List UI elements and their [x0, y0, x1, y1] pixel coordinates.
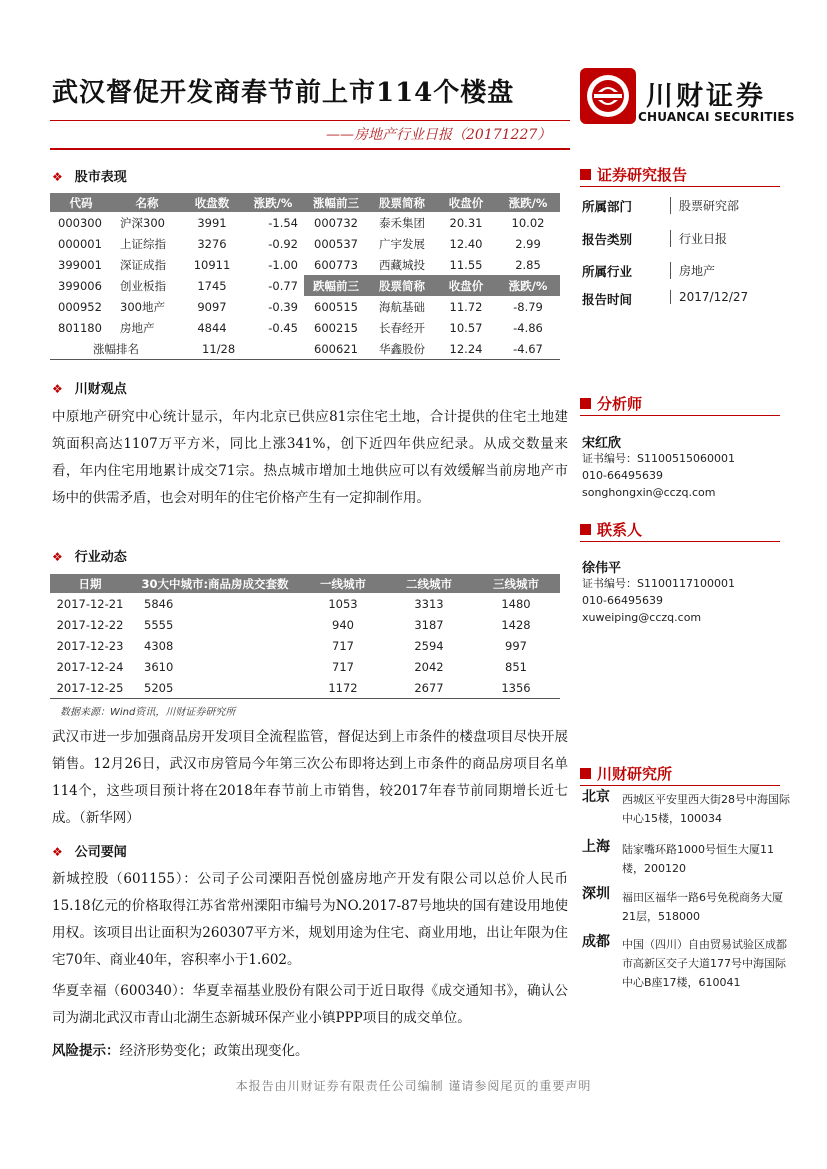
office-address-shanghai: 陆家嘴环路1000号恒生大厦11楼，200120	[622, 843, 774, 875]
analyst-email[interactable]: songhongxin@cczq.com	[582, 486, 716, 499]
cell: 广宇发展	[379, 236, 425, 251]
cell: 2017-12-21	[56, 596, 124, 611]
section-company	[52, 841, 127, 860]
col-date: 日期	[50, 574, 130, 593]
cell: 10911	[193, 257, 231, 272]
cell: 717	[332, 659, 354, 674]
report-subtitle: ——房地产行业日报（20171227）	[326, 127, 552, 143]
cell: 3991	[197, 215, 227, 230]
table-row	[50, 296, 560, 317]
col-tier1: 一线城市	[300, 574, 386, 593]
section-industry-title: 行业动态	[74, 550, 127, 565]
contact-email[interactable]: xuweiping@cczq.com	[582, 611, 702, 624]
cell: 000300	[58, 215, 102, 230]
date-value: 2017/12/27	[670, 290, 748, 304]
cell: 399006	[58, 278, 102, 293]
type-value: 行业日报	[670, 230, 727, 247]
cell: 801180	[58, 320, 102, 335]
office-address-shenzhen: 福田区福华一路6号免税商务大厦21层，518000	[622, 891, 783, 923]
contact-phone: 010-66495639	[582, 594, 663, 607]
contact-name: 徐伟平	[582, 561, 622, 576]
cell: 2017-12-22	[56, 617, 124, 632]
cell: 399001	[58, 257, 102, 272]
red-square-icon	[580, 169, 591, 180]
logo-english-name: CHUANCAI SECURITIES	[638, 110, 795, 124]
table-row	[50, 635, 560, 656]
cell: 泰禾集团	[379, 215, 425, 230]
view-paragraph: 中原地产研究中心统计显示，年内北京已供应81宗住宅土地，合计提供的住宅土地建筑面积高达1107万平方米，同比上涨341%，创下近四年供应纪录。从成交数量来看，年内住宅用地累计成交71宗。热点城市增加土地供应可以有效缓解当前房地产市场中的供需矛盾，也会对明年的住宅价格产生有一定抑制作用。	[52, 409, 568, 506]
industry-value: 房地产	[670, 262, 715, 279]
col-tier3: 三线城市	[472, 574, 560, 593]
section-report-title: 证券研究报告	[597, 166, 688, 184]
office-address-beijing: 西城区平安里西大街28号中海国际中心15楼，100034	[622, 793, 790, 825]
cell: 600621	[304, 338, 368, 360]
col-stock-close: 收盘价	[436, 193, 496, 212]
cell: 000952	[58, 299, 102, 314]
cell: 1428	[501, 617, 531, 632]
cell: 11.55	[449, 257, 483, 272]
cell: 3187	[414, 617, 444, 632]
cell: 600515	[314, 299, 358, 314]
table-row	[50, 233, 560, 254]
market-table	[50, 193, 560, 360]
section-analyst	[580, 393, 642, 414]
dept-value: 股票研究部	[670, 197, 739, 214]
cell: 沪深300	[120, 215, 165, 230]
cell: 997	[505, 638, 527, 653]
industry-paragraph: 武汉市进一步加强商品房开发项目全流程监管，督促达到上市条件的楼盘项目尽快开展销售。12月26日，武汉市房管局今年第三次公布即将达到上市条件的商品房项目名单114个，这些项目预计将在2018年春节前上市销售，较2017年春节前同期增长近七成。（新华网）	[52, 729, 568, 826]
cell: -1.54	[268, 215, 298, 230]
cell: 2.99	[515, 236, 541, 251]
cell: 12.24	[436, 338, 496, 360]
table-row	[50, 593, 560, 614]
section-contact-title: 联系人	[597, 521, 643, 539]
section-view	[52, 378, 127, 397]
red-square-icon	[580, 524, 591, 535]
col-tier2: 二线城市	[386, 574, 472, 593]
report-divider	[580, 186, 780, 187]
cell: 2017-12-24	[56, 659, 124, 674]
col-stock-name: 股票简称	[368, 193, 436, 212]
cell: 4308	[144, 638, 174, 653]
col-name: 名称	[112, 193, 182, 212]
section-contact	[580, 519, 642, 540]
cell: 华鑫股份	[368, 338, 436, 360]
red-square-icon	[580, 768, 591, 779]
cell: 3313	[414, 596, 444, 611]
table-row	[50, 254, 560, 275]
data-source-note: 数据来源：Wind资讯，川财证券研究所	[60, 707, 236, 718]
cell: 1356	[472, 677, 560, 699]
rank-value: 11/28	[182, 338, 304, 360]
cell: 12.40	[449, 236, 483, 251]
cell: 2594	[414, 638, 444, 653]
market-table-header	[50, 193, 560, 212]
red-square-icon	[580, 398, 591, 409]
cell: 1172	[300, 677, 386, 699]
cell: 2.85	[515, 257, 541, 272]
section-report	[580, 164, 687, 185]
analyst-name: 宋红欣	[582, 436, 622, 451]
col-close: 收盘数	[182, 193, 242, 212]
section-view-title: 川财观点	[74, 382, 127, 397]
risk-text: 经济形势变化；政策出现变化。	[119, 1043, 309, 1059]
footer-disclaimer: 本报告由川财证券有限责任公司编制 谨请参阅尾页的重要声明	[235, 1079, 592, 1093]
cell: 10.57	[449, 320, 483, 335]
cell: 2017-12-25	[50, 677, 130, 699]
cell: 000001	[58, 236, 102, 251]
cell: 1053	[328, 596, 358, 611]
table-row	[50, 212, 560, 233]
risk-warning	[52, 1038, 568, 1065]
cell: 3610	[144, 659, 174, 674]
cell: 5846	[144, 596, 174, 611]
cell: -0.39	[268, 299, 298, 314]
cell: 20.31	[449, 215, 483, 230]
contact-divider	[580, 541, 780, 542]
table-row	[50, 677, 560, 699]
office-city-shanghai: 上海	[582, 839, 610, 855]
cell: -0.45	[268, 320, 298, 335]
section-institute-title: 川财研究所	[597, 765, 673, 783]
table-row	[50, 338, 560, 360]
col-stock-change: 涨跌/%	[496, 193, 560, 212]
cell: 9097	[197, 299, 227, 314]
cell: 房地产	[120, 320, 155, 335]
table-row	[50, 614, 560, 635]
cell: 海航基础	[379, 299, 425, 314]
analyst-phone: 010-66495639	[582, 469, 663, 482]
col-stock-name: 股票简称	[368, 275, 436, 296]
cell: 2017-12-23	[56, 638, 124, 653]
cell: 2042	[414, 659, 444, 674]
report-title: 武汉督促开发商春节前上市114个楼盘	[52, 78, 515, 108]
cell: 10.02	[511, 215, 545, 230]
chuancai-logo-icon	[580, 68, 636, 124]
header-divider-bottom	[50, 148, 570, 150]
cell: 3276	[197, 236, 227, 251]
rank-label: 涨幅排名	[50, 338, 182, 360]
section-market	[52, 166, 127, 185]
section-company-title: 公司要闻	[74, 845, 127, 860]
company-paragraph-2: 华夏幸福（600340）：华夏幸福基业股份有限公司于近日取得《成交通知书》，确认公司为湖北武汉市青山北湖生态新城环保产业小镇PPP项目的成交单位。	[52, 983, 568, 1026]
cell: 长春经开	[379, 320, 425, 335]
industry-label: 所属行业	[582, 264, 633, 279]
analyst-cert: 证书编号：S1100515060001	[582, 452, 735, 465]
office-city-beijing: 北京	[582, 789, 610, 805]
cell: -0.77	[268, 278, 298, 293]
col-top-gainers: 涨幅前三	[304, 193, 368, 212]
col-30-city-sales: 30大中城市:商品房成交套数	[130, 574, 300, 593]
diamond-bullet-icon: ❖	[52, 382, 63, 396]
diamond-bullet-icon: ❖	[52, 550, 63, 564]
office-address-chengdu: 中国（四川）自由贸易试验区成都市高新区交子大道177号中海国际中心B座17楼，610041	[622, 938, 787, 989]
col-top-losers: 跌幅前三	[304, 275, 368, 296]
cell: 300地产	[120, 299, 165, 314]
section-analyst-title: 分析师	[597, 395, 643, 413]
cell: 600773	[314, 257, 358, 272]
diamond-bullet-icon: ❖	[52, 170, 63, 184]
date-label: 报告时间	[582, 292, 633, 307]
type-label: 报告类别	[582, 232, 633, 247]
section-institute	[580, 763, 672, 784]
table-row	[50, 275, 560, 296]
cell: 2677	[386, 677, 472, 699]
cell: -0.92	[268, 236, 298, 251]
cell: 上证综指	[120, 236, 166, 251]
cell: 851	[505, 659, 527, 674]
cell: 1745	[197, 278, 227, 293]
cell: 西藏城投	[379, 257, 425, 272]
cell: 5205	[130, 677, 300, 699]
cell: 940	[332, 617, 354, 632]
cell: 1480	[501, 596, 531, 611]
risk-label: 风险提示：	[52, 1043, 120, 1059]
dept-label: 所属部门	[582, 199, 633, 214]
cell: 4844	[197, 320, 227, 335]
cell: 600215	[314, 320, 358, 335]
col-stock-change: 涨跌/%	[496, 275, 560, 296]
office-city-chengdu: 成都	[582, 934, 610, 950]
cell: 5555	[144, 617, 174, 632]
cell: -4.86	[513, 320, 543, 335]
table-row	[50, 656, 560, 677]
diamond-bullet-icon: ❖	[52, 845, 63, 859]
industry-table	[50, 574, 560, 699]
office-city-shenzhen: 深圳	[582, 886, 610, 902]
contact-cert: 证书编号：S1100117100001	[582, 577, 735, 590]
col-stock-close: 收盘价	[436, 275, 496, 296]
section-industry	[52, 546, 127, 565]
cell: 000537	[314, 236, 358, 251]
analyst-divider	[580, 415, 780, 416]
table-row	[50, 317, 560, 338]
cell: -4.67	[496, 338, 560, 360]
col-change: 涨跌/%	[242, 193, 304, 212]
logo-chinese-name: 川财证券	[646, 81, 766, 112]
col-code: 代码	[50, 193, 112, 212]
cell: -8.79	[513, 299, 543, 314]
cell: 717	[332, 638, 354, 653]
company-paragraph-1: 新城控股（601155）：公司子公司溧阳吾悦创盛房地产开发有限公司以总价人民币15.18亿元的价格取得江苏省常州溧阳市编号为NO.2017-87号地块的国有建设用地使用权。该项目出让面积为260307平方米，规划用途为住宅、商业用地，出让年限为住宅70年、商业40年，容积率小于1.602。	[52, 871, 568, 968]
industry-table-header	[50, 574, 560, 593]
institute-divider	[580, 785, 780, 786]
section-market-title: 股市表现	[74, 170, 127, 185]
cell: 11.72	[449, 299, 483, 314]
cell: 深证成指	[120, 257, 166, 272]
cell: 000732	[314, 215, 358, 230]
header-divider	[50, 120, 570, 121]
cell: -1.00	[268, 257, 298, 272]
cell: 创业板指	[120, 278, 166, 293]
